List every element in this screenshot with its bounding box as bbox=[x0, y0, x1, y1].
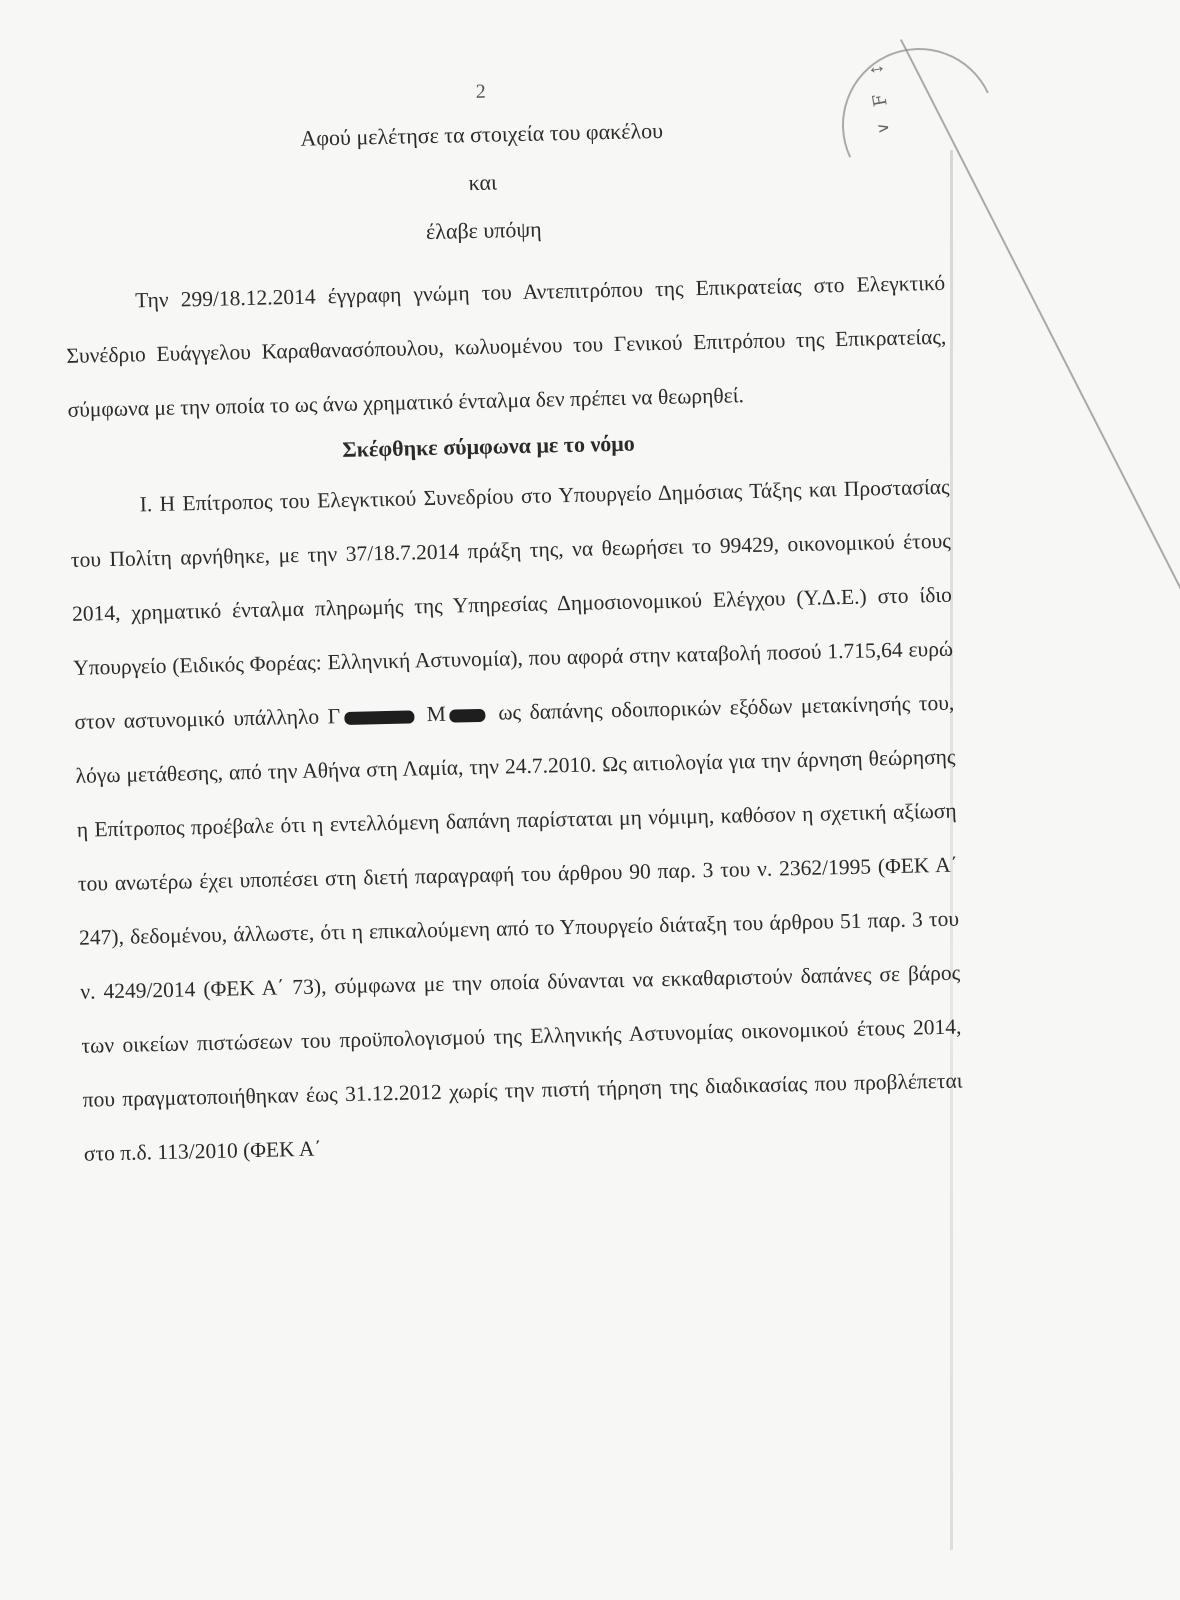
paragraph-text: Ι. Η Επίτροπος του Ελεγκτικού Συνεδρίου στο Υπουργείο Δημόσιας Τάξης και Προστασίας του Πολίτη αρνήθηκε, με την 37/18.7.2014 πράξη της, να θεωρήσει το 99429, οικονομικού έτους 2014, χρηματικό ένταλμα πληρωμής της Υπηρεσίας Δημοσιονομικού Ελέγχου (Υ.Δ.Ε.) στο ίδιο Υπουργείο (Ειδικός Φορέας: Ελληνική Αστυνομία), που αφορά στην καταβολή ποσού 1.715,64 ευρώ στον αστυνομικό υπάλληλο Γ bbox=[70, 474, 954, 734]
opinion-paragraph: Την 299/18.12.2014 έγγραφη γνώμη του Αντεπιτρόπου της Επικρατείας στο Ελεγκτικό Συνέδριο Ευάγγελου Καραθανασόπουλου, κωλυομένου του Γενικού Επιτρόπου της Επικρατείας, σύμφωνα με την οποία το ως άνω χρηματικό ένταλμα δεν πρέπει να θεωρηθεί. bbox=[66, 270, 947, 422]
section-paragraph bbox=[69, 460, 964, 1181]
page-number: 2 bbox=[475, 80, 487, 103]
heading-studied-file: Αφού μελέτησε τα στοιχεία του φακέλου bbox=[300, 117, 664, 151]
document-body bbox=[60, 41, 964, 1181]
stamp-mark: ∧ bbox=[873, 120, 893, 136]
section-heading: Σκέφθηκε σύμφωνα με το νόμο bbox=[342, 430, 635, 462]
redaction-mark bbox=[450, 708, 486, 722]
heading-took-into-account: έλαβε υπόψη bbox=[425, 216, 542, 245]
redaction-mark bbox=[344, 710, 414, 725]
heading-and: και bbox=[468, 169, 498, 196]
stamp-mark: Ⅎ bbox=[867, 92, 890, 109]
paragraph-text: ως δαπάνης οδοιπορικών εξόδων μετακίνησής του, λόγω μετάθεσης, από την Αθήνα στη Λαμία, την 24.7.2010. Ως αιτιολογία για την άρνηση θεώρησης η Επίτροπος προέβαλε ότι η εντελλόμενη δαπάνη παρίσταται μη νόμιμη, καθόσον η σχετική αξίωση του ανωτέρω έχει υποπέσει στη διετή παραγραφή του άρθρου 90 παρ. 3 του ν. 2362/1995 (ΦΕΚ Α΄ 247), δεδομένου, άλλωστε, ότι η επικαλούμενη από το Υπουργείο διάταξη του άρθρου 51 παρ. 3 του ν. 4249/2014 (ΦΕΚ Α΄ 73), σύμφωνα με την οποία δύνανται να εκκαθαριστούν δαπάνες σε βάρος των οικείων πιστώσεων του προϋπολογισμού της Ελληνικής Αστυνομίας οικονομικού έτους 2014, που πραγματοποιήθηκαν έως 31.12.2012 χωρίς την πιστή τήρηση της διαδικασίας που προβλέπεται στο π.δ. 113/2010 (ΦΕΚ Α΄ bbox=[75, 690, 963, 1166]
stamp-mark: ↕ bbox=[865, 62, 890, 77]
paragraph-text: Μ bbox=[417, 701, 447, 727]
